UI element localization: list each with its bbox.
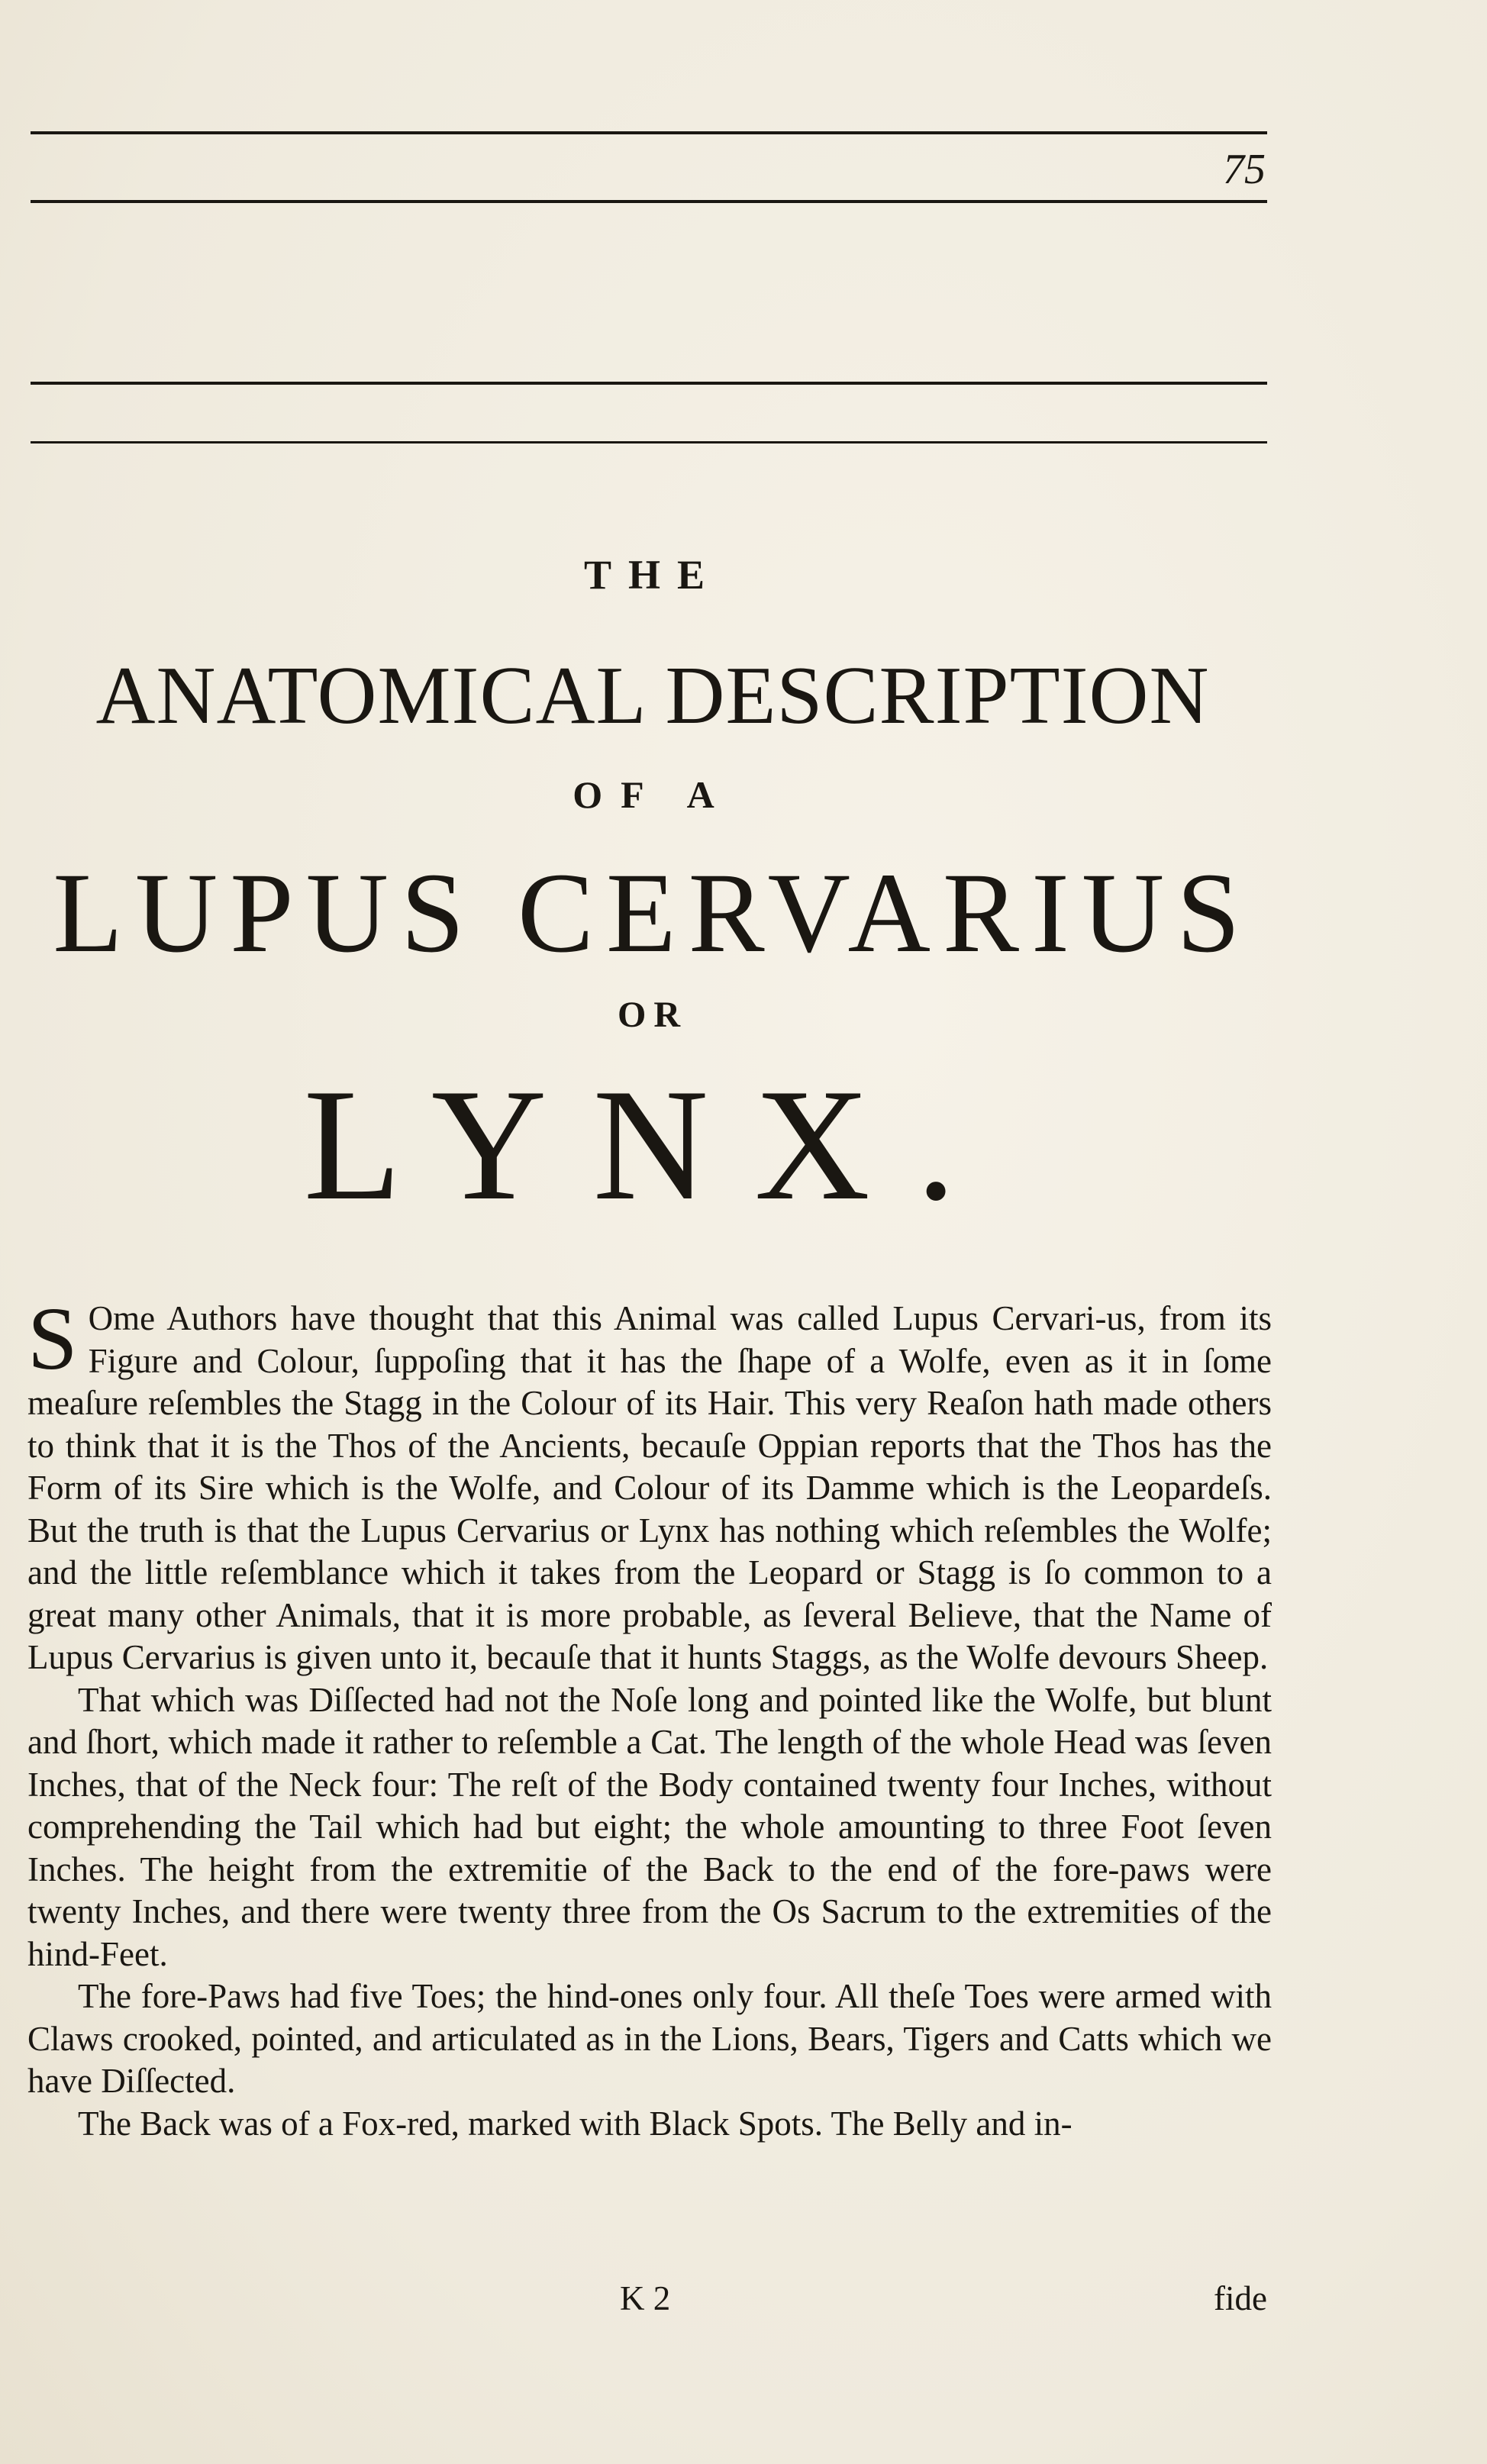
drop-cap: S <box>27 1288 78 1388</box>
signature-mark: K 2 <box>620 2279 671 2317</box>
paragraph-1-text: Ome Authors have thought that this Animal was called Lupus Cervari-us, from its Figure and Colour, ſuppoſing that it has the ſhape of a Wolfe, even as it in ſome meaſure reſembles the Stagg in the Colour of its Hair. This very Reaſon hath made others to think that it is the Thos of the Ancients, becauſe Oppian reports that the Thos has the Form of its Sire which is the Wolfe, and Colour of its Damme which is the Leopardeſs. But the truth is that the Lupus Cervarius or Lynx has nothing which reſembles the Wolfe; and the little reſemblance which it takes from the Leopard or Stagg is ſo common to a great many other Animals, that it is more probable, as ſeveral Believe, that the Name of Lupus Cervarius is given unto it, becauſe that it hunts Staggs, as the Wolfe devours Sheep. <box>27 1299 1272 1676</box>
paragraph-3: The fore-Paws had five Toes; the hind-ones only four. All theſe Toes were armed with Claws crooked, pointed, and articulated as in the Lions, Bears, Tigers and Catts which we have Diſſected. <box>27 1977 1272 2100</box>
title-or: OR <box>618 995 688 1035</box>
paragraph-1 <box>27 1288 1272 1679</box>
paragraph-4: The Back was of a Fox-red, marked with Black Spots. The Belly and in- <box>78 2104 1073 2143</box>
top-rule-2 <box>31 200 1267 203</box>
top-rule-1 <box>31 131 1267 134</box>
title-lupus-cervarius: LUPUS CERVARIUS <box>53 850 1253 976</box>
title-the: THE <box>583 552 722 598</box>
ornament-rule-2 <box>31 441 1267 443</box>
catchword: fide <box>1214 2279 1267 2317</box>
title-lynx: LYNX. <box>303 1056 1002 1234</box>
body-text <box>27 1288 1272 2145</box>
ornament-rule-1 <box>31 382 1267 385</box>
title-of-a: OF A <box>573 773 733 816</box>
paragraph-2: That which was Diſſected had not the Noſe long and pointed like the Wolfe, but blunt and ſhort, which made it rather to reſemble a Cat. The length of the whole Head was ſeven Inches, that of the Neck four: The reſt of the Body contained twenty four Inches, without comprehending the Tail which had but eight; the whole amounting to three Foot ſeven Inches. The height from the extremitie of the Back to the end of the fore-paws were twenty Inches, and there were twenty three from the Os Sacrum to the extremities of the hind-Feet. <box>27 1680 1272 1973</box>
title-anatomical-description: ANATOMICAL DESCRIPTION <box>95 650 1210 741</box>
page-number: 75 <box>1223 146 1266 193</box>
